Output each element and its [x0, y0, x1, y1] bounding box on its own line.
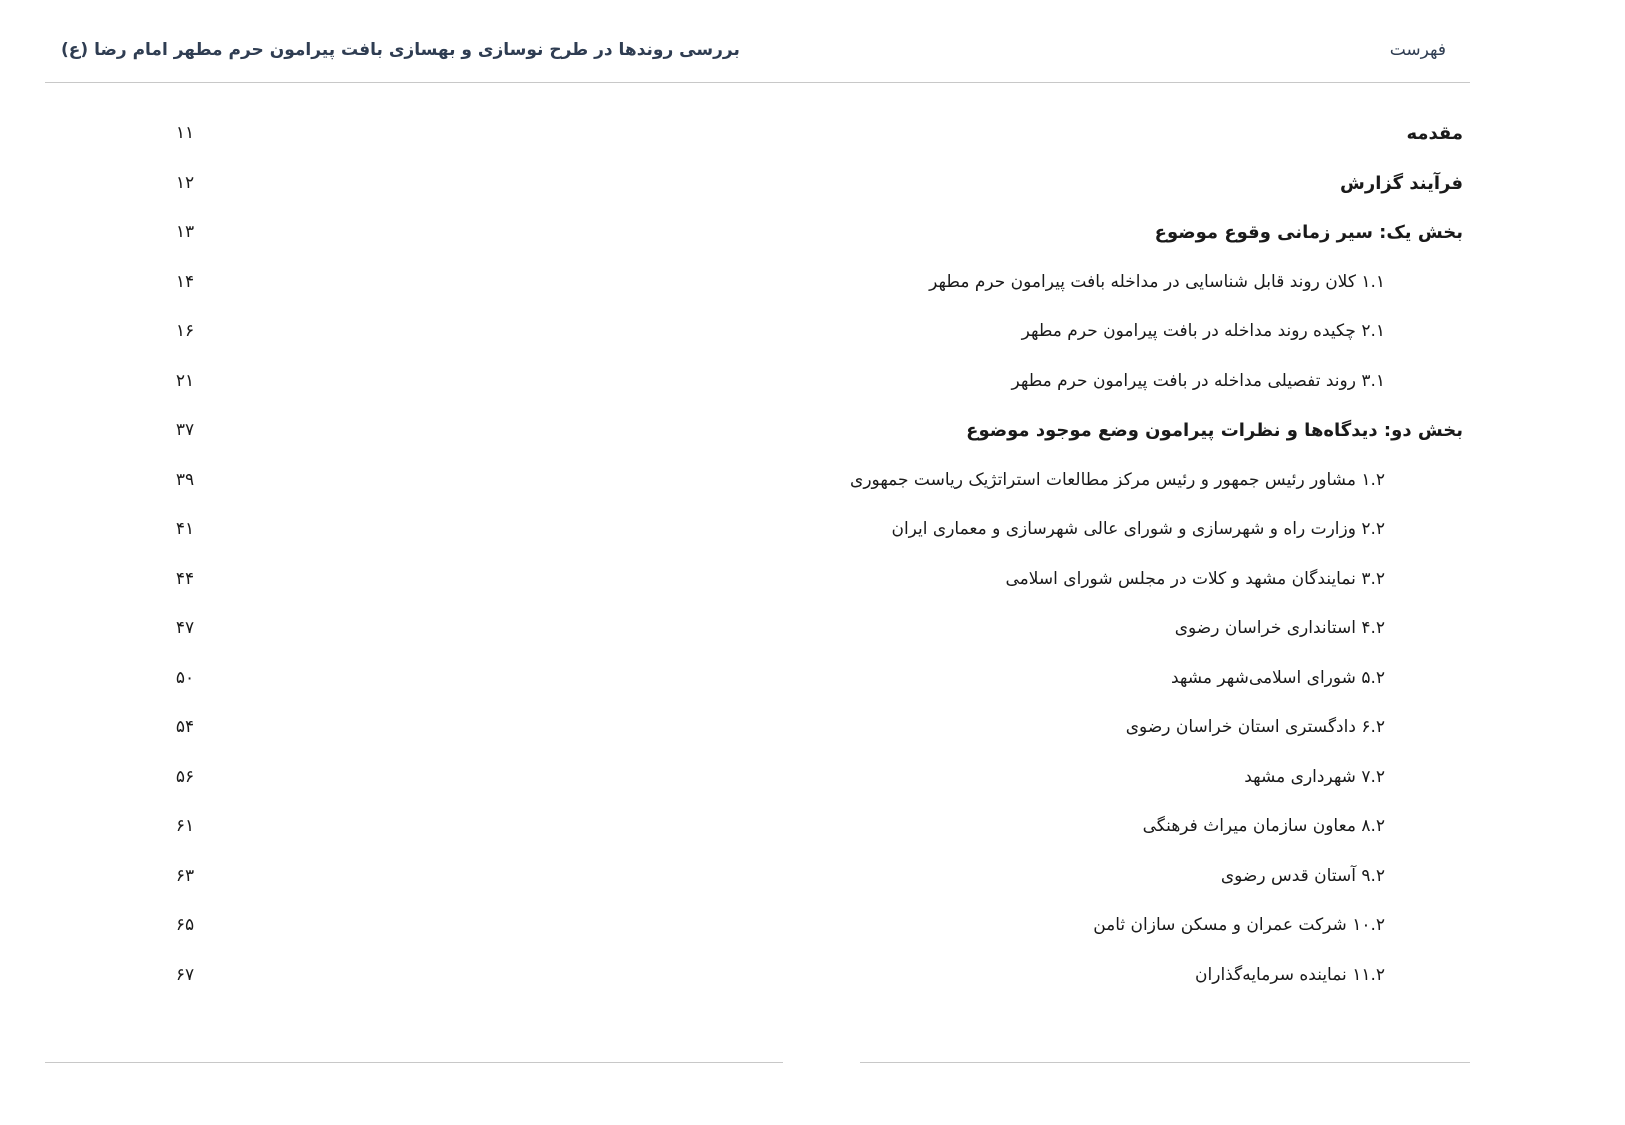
toc-entry[interactable]	[0, 361, 1625, 411]
toc-entry[interactable]	[0, 262, 1625, 312]
toc-entry[interactable]	[0, 806, 1625, 856]
toc-entry-title: ۲.۱ چکیده روند مداخله در بافت پیرامون حرم مطهر	[1021, 321, 1385, 341]
toc-entry[interactable]	[0, 905, 1625, 955]
toc-entry-title: ۷.۲ شهرداری مشهد	[1244, 766, 1385, 787]
table-of-contents	[0, 113, 1625, 1004]
toc-entry[interactable]	[0, 955, 1625, 1005]
toc-entry-page: ۳۷	[175, 420, 195, 440]
toc-entry-page: ۶۱	[175, 816, 195, 836]
toc-entry-page: ۳۹	[175, 469, 195, 490]
toc-entry-page: ۴۱	[175, 519, 195, 539]
toc-entry-page: ۶۷	[175, 964, 195, 985]
toc-entry-page: ۶۵	[175, 915, 195, 935]
toc-entry-page: ۶۳	[175, 865, 195, 886]
toc-entry-page: ۵۶	[175, 766, 195, 787]
toc-entry-title: ۳.۲ نمایندگان مشهد و کلات در مجلس شورای اسلامی	[1005, 568, 1385, 589]
toc-entry-title: ۲.۲ وزارت راه و شهرسازی و شورای عالی شهرسازی و معماری ایران	[891, 519, 1385, 539]
toc-entry[interactable]	[0, 460, 1625, 510]
toc-entry-title: فرآیند گزارش	[1340, 172, 1463, 194]
toc-entry[interactable]	[0, 509, 1625, 559]
toc-entry-page: ۴۷	[175, 618, 195, 638]
toc-entry[interactable]	[0, 163, 1625, 213]
toc-entry-page: ۴۴	[175, 568, 195, 589]
toc-entry[interactable]	[0, 559, 1625, 609]
toc-entry-title: مقدمه	[1406, 123, 1463, 144]
toc-entry[interactable]	[0, 311, 1625, 361]
toc-entry[interactable]	[0, 608, 1625, 658]
toc-entry[interactable]	[0, 212, 1625, 262]
toc-entry-title: ۴.۲ استانداری خراسان رضوی	[1174, 618, 1385, 638]
toc-entry-page: ۱۶	[175, 321, 195, 341]
toc-entry-title: ۵.۲ شورای اسلامی‌شهر مشهد	[1170, 667, 1385, 688]
toc-entry-title: ۸.۲ معاون سازمان میراث فرهنگی	[1142, 816, 1385, 836]
footer-divider-right	[860, 1062, 1470, 1063]
toc-entry-title: ۶.۲ دادگستری استان خراسان رضوی	[1125, 717, 1385, 737]
toc-entry-title: ۹.۲ آستان قدس رضوی	[1220, 865, 1385, 886]
toc-entry-page: ۵۴	[175, 717, 195, 737]
toc-entry[interactable]	[0, 410, 1625, 460]
toc-entry-title: ۱۰.۲ شرکت عمران و مسکن سازان ثامن	[1093, 915, 1385, 935]
toc-entry-page: ۱۲	[175, 172, 195, 193]
footer-divider-left	[45, 1062, 783, 1063]
toc-entry-page: ۲۱	[175, 370, 195, 391]
toc-entry-page: ۱۳	[175, 222, 195, 242]
toc-entry[interactable]	[0, 757, 1625, 807]
header-section-label: فهرست	[1389, 40, 1446, 60]
toc-entry[interactable]	[0, 856, 1625, 906]
toc-entry-title: ۱.۱ کلان روند قابل شناسایی در مداخله بافت پیرامون حرم مطهر	[929, 271, 1385, 292]
toc-entry-title: ۳.۱ روند تفصیلی مداخله در بافت پیرامون حرم مطهر	[1011, 370, 1385, 391]
toc-entry[interactable]	[0, 658, 1625, 708]
toc-entry-title: ۱.۲ مشاور رئیس جمهور و رئیس مرکز مطالعات استراتژیک ریاست جمهوری	[850, 469, 1385, 490]
toc-entry-title: بخش دو: دیدگاه‌ها و نظرات پیرامون وضع موجود موضوع	[966, 420, 1463, 441]
toc-entry-title: ۱۱.۲ نماینده سرمایه‌گذاران	[1195, 964, 1385, 985]
toc-entry-page: ۱۱	[175, 123, 195, 143]
toc-entry[interactable]	[0, 113, 1625, 163]
page-header	[45, 30, 1470, 83]
toc-entry[interactable]	[0, 707, 1625, 757]
toc-entry-title: بخش یک: سیر زمانی وقوع موضوع	[1154, 222, 1463, 243]
header-document-title: بررسی روندها در طرح نوسازی و بهسازی بافت پیرامون حرم مطهر امام رضا (ع)	[61, 40, 740, 60]
toc-entry-page: ۱۴	[175, 271, 195, 292]
toc-entry-page: ۵۰	[175, 667, 195, 688]
